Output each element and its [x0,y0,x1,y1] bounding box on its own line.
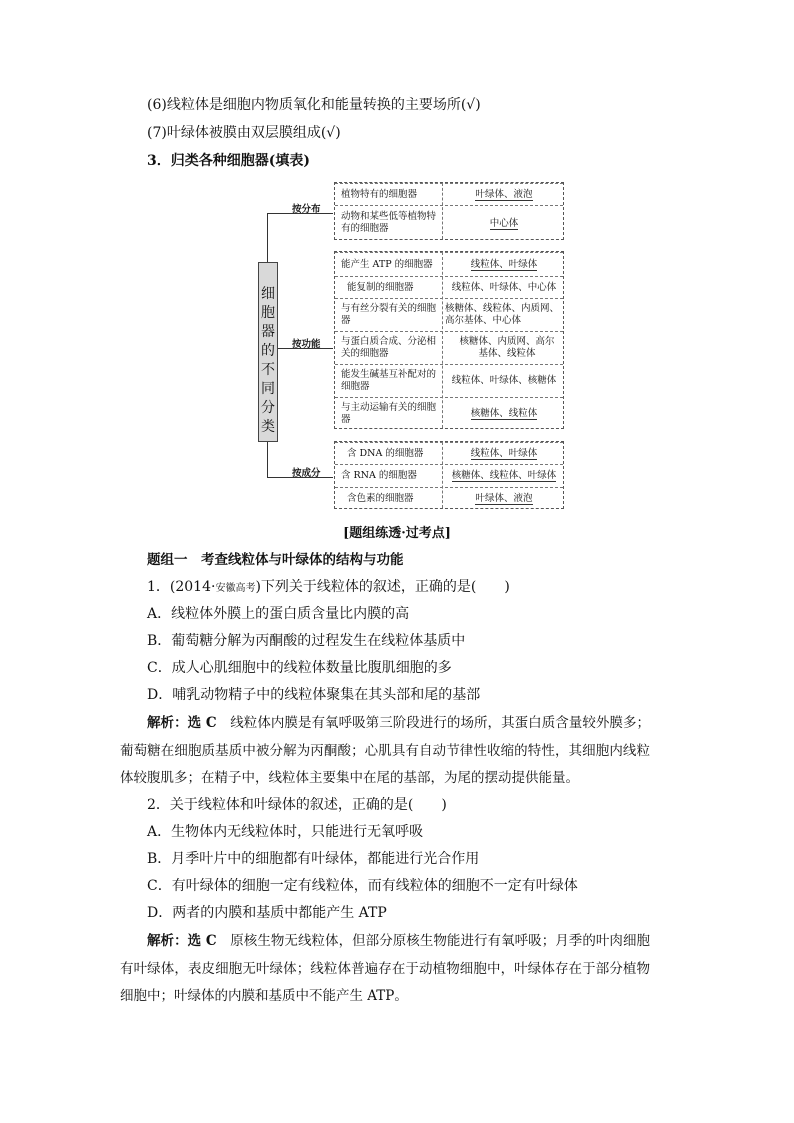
row-label: 与有丝分裂有关的细胞器 [341,303,437,326]
question-2-option-a: A．生物体内无线粒体时，只能进行无氧呼吸 [147,824,424,840]
center-label-box [258,262,278,442]
center-char: 不 [261,362,275,378]
connector-line [267,442,268,477]
center-char: 器 [261,324,275,340]
explanation-body: 原核生物无线粒体，但部分原核生物能进行有氧呼吸；月季的叶肉细胞有叶绿体，表皮细胞无叶绿体；线粒体普遍存在于动植物细胞中，叶绿体存在于部分植物细胞中；叶绿体的内膜和基质中不能产生 ATP。 [120,933,650,1004]
branch-label-distribution: 按分布 [292,204,321,215]
table-row [335,364,563,398]
question-1-prefix: 1．(2014· [147,579,216,595]
table-row [335,464,563,488]
statement-7: (7)叶绿体被膜由双层膜组成(√) [147,125,341,141]
statement-6: (6)线粒体是细胞内物质氧化和能量转换的主要场所(√) [147,97,481,113]
table-row [335,442,563,465]
branch-label-composition: 按成分 [292,468,321,479]
row-answer: 线粒体、叶绿体、中心体 [451,282,557,293]
row-answer: 线粒体、叶绿体 [470,259,538,270]
row-answer: 核糖体、线粒体、内质网、高尔基体、中心体 [445,303,560,326]
explanation-lead: 解析：选 C [147,933,217,949]
row-label: 能复制的细胞器 [347,282,414,293]
center-char: 胞 [261,305,275,321]
question-1-source: 安徽高考 [215,583,256,594]
row-answer: 线粒体、叶绿体 [470,448,538,459]
branch-label-function: 按功能 [292,339,321,350]
question-2-explanation [120,928,650,1011]
question-1-option-a: A．线粒体外膜上的蛋白质含量比内膜的高 [147,606,410,622]
table-row [335,183,563,206]
connector-line [267,213,268,262]
row-label: 能产生 ATP 的细胞器 [341,259,433,270]
question-1-suffix: )下列关于线粒体的叙述，正确的是( ) [255,579,510,595]
row-answer: 叶绿体、液泡 [475,189,533,200]
question-2-option-c: C．有叶绿体的细胞一定有线粒体，而有线粒体的细胞不一定有叶绿体 [147,878,578,894]
row-answer: 线粒体、叶绿体、核糖体 [451,375,557,386]
row-answer: 核糖体、线粒体 [470,408,538,419]
question-2-option-d: D．两者的内膜和基质中都能产生 ATP [147,905,387,921]
row-answer: 核糖体、内质网、高尔基体、线粒体 [459,336,555,359]
center-char: 类 [261,419,275,435]
row-label: 含 DNA 的细胞器 [347,448,424,459]
explanation-lead: 解析：选 C [147,715,217,731]
composition-group [334,441,564,509]
question-1-stem [147,577,510,599]
question-2-stem: 2．关于线粒体和叶绿体的叙述，正确的是( ) [147,797,447,813]
center-char: 细 [261,286,275,302]
group-title: 题组一 考查线粒体与叶绿体的结构与功能 [147,552,404,568]
question-1-option-d: D．哺乳动物精子中的线粒体聚集在其头部和尾的基部 [147,687,481,703]
row-answer: 中心体 [489,218,519,229]
table-row [335,298,563,332]
practice-caption: [题组练透·过考点] [343,526,451,541]
table-row [335,252,563,277]
question-1-option-c: C．成人心肌细胞中的线粒体数量比腹肌细胞的多 [147,660,452,676]
row-answer: 叶绿体、液泡 [475,493,533,504]
table-row [335,205,563,242]
row-label: 动物和某些低等植物特有的细胞器 [341,211,437,234]
question-1-option-b: B．葡萄糖分解为丙酮酸的过程发生在线粒体基质中 [147,633,466,649]
row-label: 植物特有的细胞器 [341,189,418,200]
section-heading: 3．归类各种细胞器(填表) [147,153,310,169]
distribution-group [334,182,564,240]
row-answer: 核糖体、线粒体、叶绿体 [451,470,557,481]
explanation-body: 线粒体内膜是有氧呼吸第三阶段进行的场所，其蛋白质含量较外膜多；葡萄糖在细胞质基质中被分解为丙酮酸；心肌具有自动节律性收缩的特性，其细胞内线粒体较腹肌多；在精子中，线粒体主要集中在尾的基部，为尾的摆动提供能量。 [120,715,650,786]
row-label: 与主动运输有关的细胞器 [341,402,437,425]
center-char: 的 [261,343,275,359]
table-row [335,487,563,511]
row-label: 含 RNA 的细胞器 [341,470,417,481]
center-char: 分 [261,400,275,416]
question-2-option-b: B．月季叶片中的细胞都有叶绿体，都能进行光合作用 [147,851,480,867]
row-label: 含色素的细胞器 [347,493,414,504]
question-1-explanation [120,710,650,793]
table-row [335,397,563,431]
center-char: 同 [261,381,275,397]
table-row [335,276,563,299]
row-label: 能发生碱基互补配对的细胞器 [341,369,437,392]
table-row [335,331,563,365]
function-group [334,251,564,429]
row-label: 与蛋白质合成、分泌相关的细胞器 [341,336,437,359]
